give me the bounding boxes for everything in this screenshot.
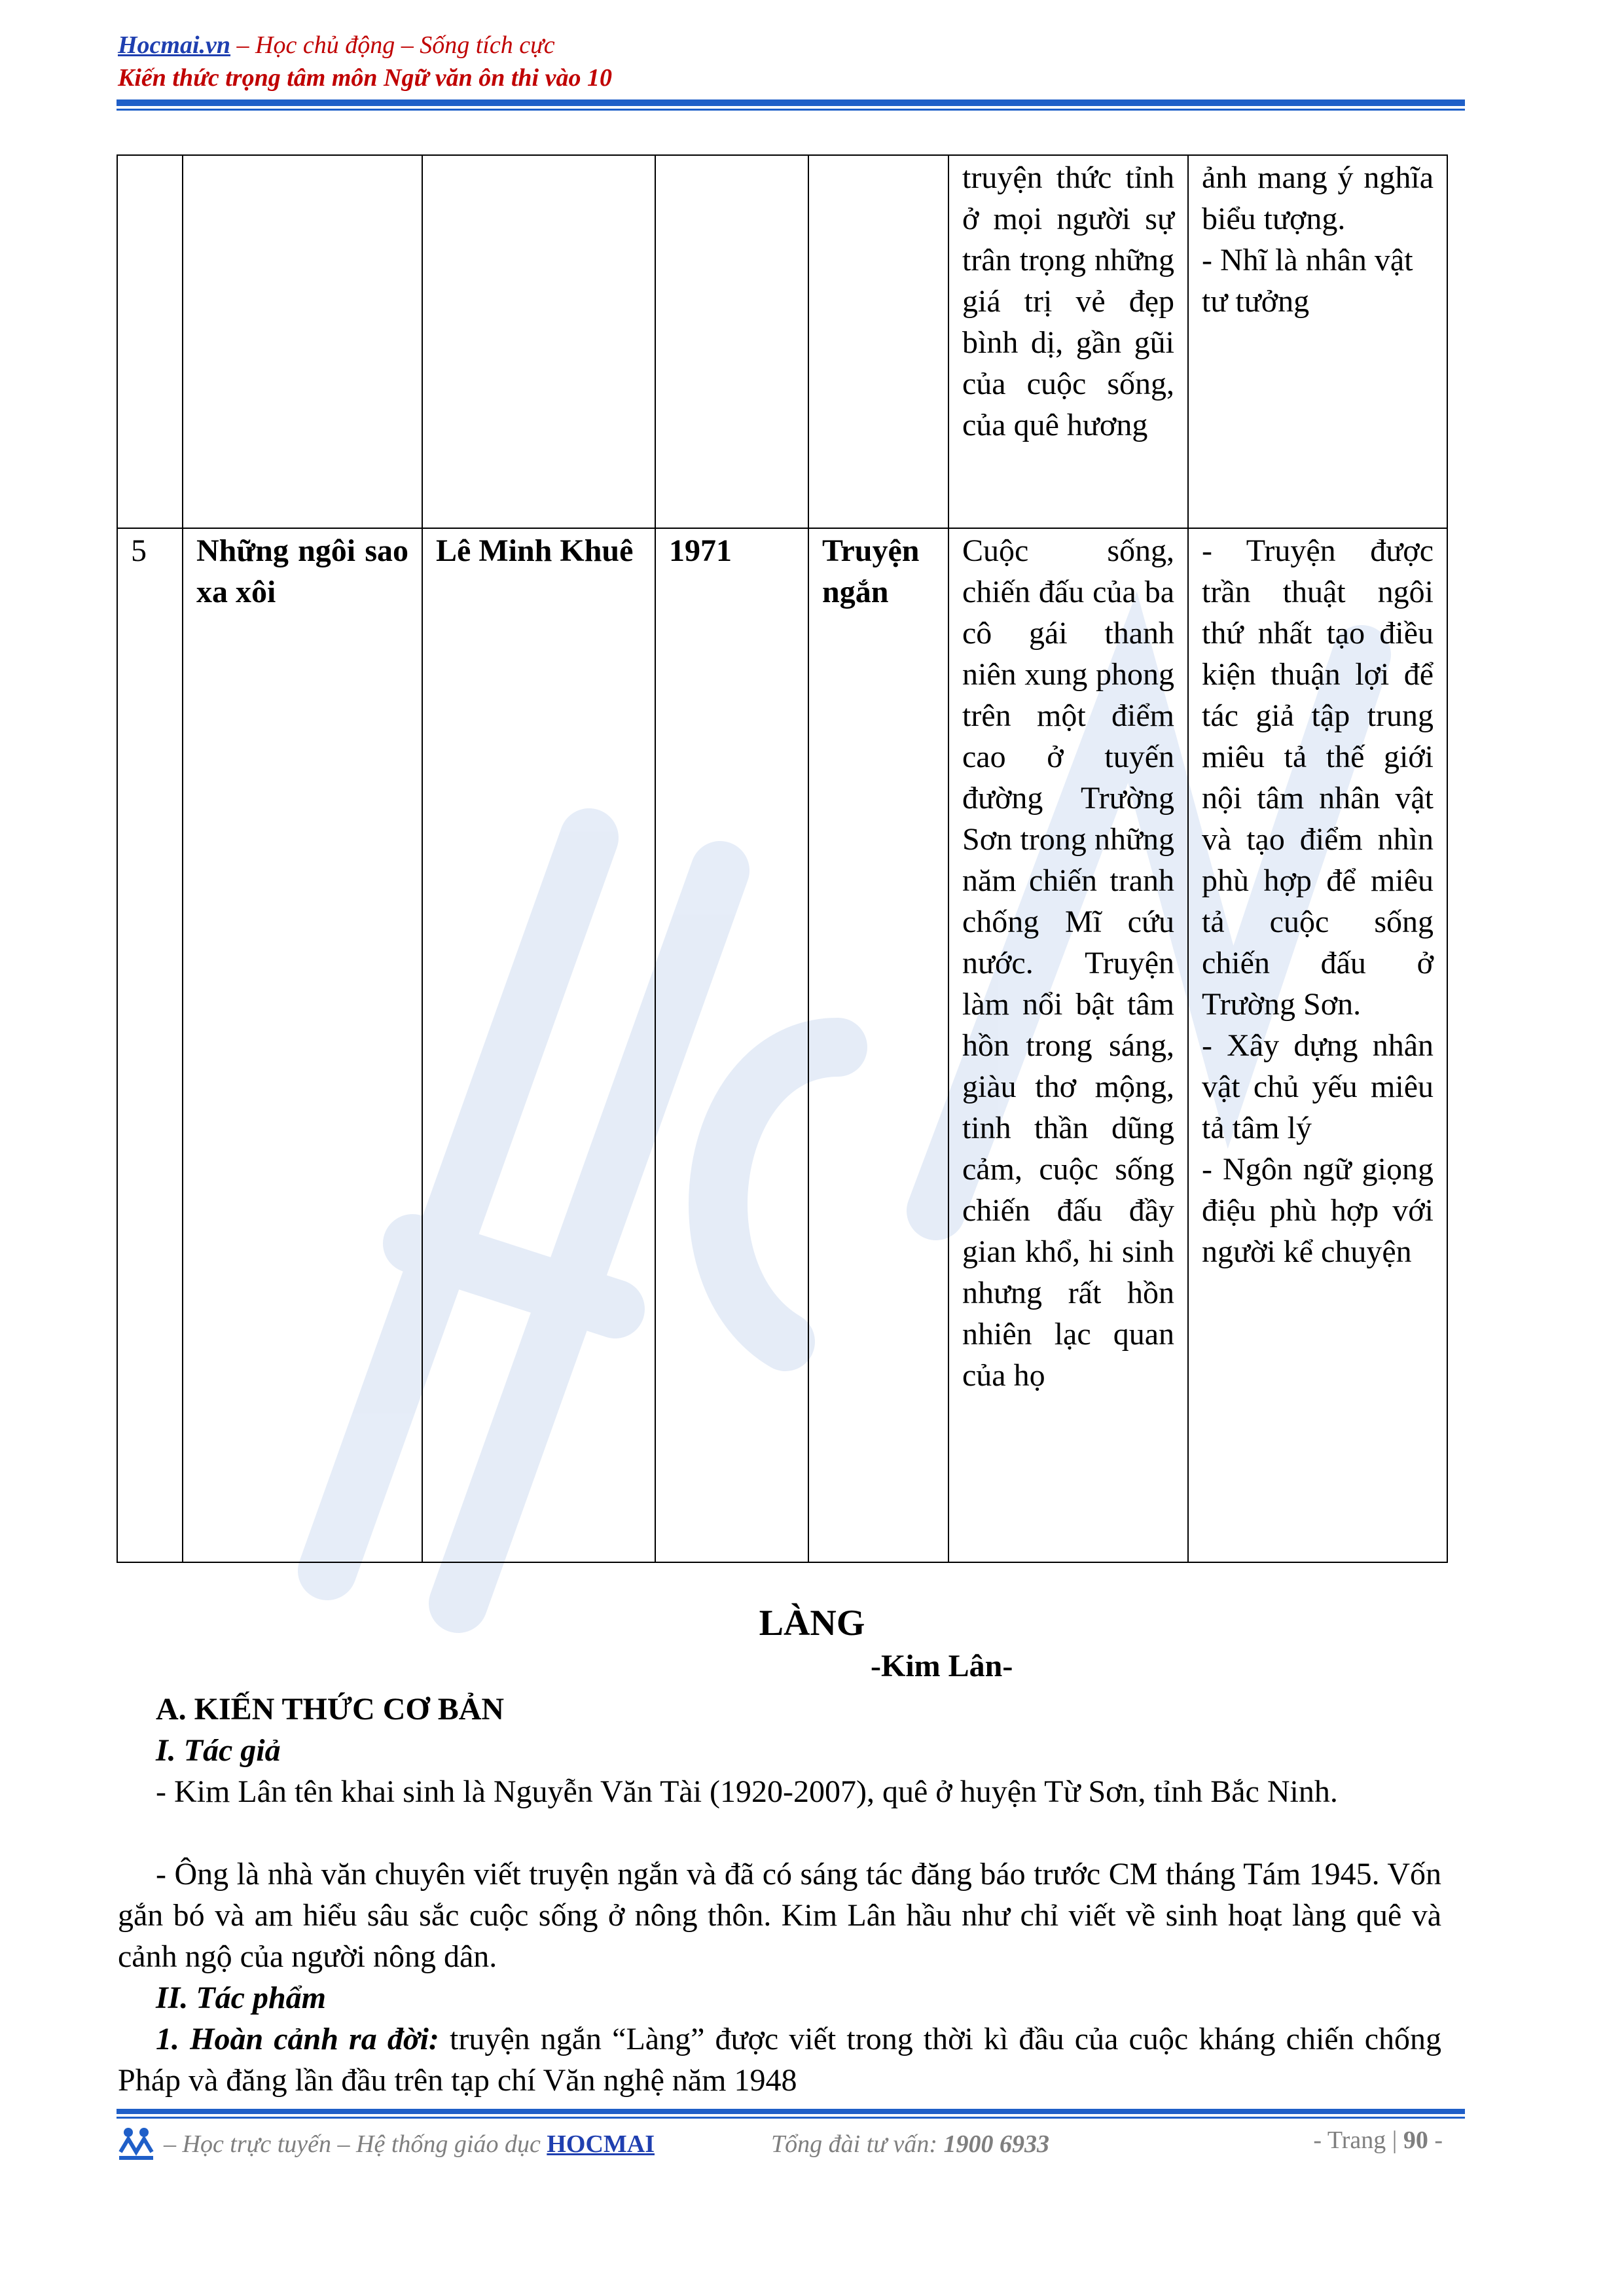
- page-header: [118, 29, 1466, 94]
- works-table: [117, 154, 1448, 1563]
- table-row: [117, 155, 1447, 528]
- part2-item1-text: truyện ngắn “Làng” được viết trong thời kì đầu của cuộc kháng chiến chống Pháp và đăng lần đầu trên tạp chí Văn nghệ năm 1948: [118, 2022, 1441, 2098]
- part1-heading: I. Tác giả: [156, 1733, 281, 1768]
- cell-year: [655, 155, 808, 528]
- part1-paragraph: - Kim Lân tên khai sinh là Nguyễn Văn Tài (1920-2007), quê ở huyện Từ Sơn, tỉnh Bắc Ninh.: [156, 1774, 1338, 1809]
- art-line: - Xây dựng nhân vật chủ yếu miêu tả tâm lý: [1202, 1028, 1434, 1145]
- footer-tagline-text: – Học trực tuyến – Hệ thống giáo dục: [164, 2130, 547, 2158]
- cell-art: [1188, 528, 1447, 1562]
- part2-heading: II. Tác phẩm: [156, 1981, 327, 2015]
- cell-work: Những ngôi sao xa xôi: [183, 528, 422, 1562]
- cell-genre: Truyện ngắn: [808, 528, 948, 1562]
- part2-item1: [118, 2018, 1441, 2101]
- table-row: [117, 528, 1447, 1562]
- footer-rule: [117, 2109, 1465, 2114]
- cell-content: truyện thức tỉnh ở mọi người sự trân trọng những giá trị vẻ đẹp bình dị, gần gũi của cuộc sống, của quê hương: [948, 155, 1188, 528]
- section-a-heading: A. KIẾN THỨC CƠ BẢN: [156, 1692, 505, 1727]
- header-subtitle: Kiến thức trọng tâm môn Ngữ văn ôn thi vào 10: [118, 64, 612, 92]
- header-rule-thin: [117, 109, 1465, 111]
- hocmai-logo-icon: [117, 2126, 156, 2162]
- cell-genre: [808, 155, 948, 528]
- cell-no: [117, 155, 183, 528]
- header-slogan: – Học chủ động – Sống tích cực: [230, 31, 555, 59]
- site-link[interactable]: Hocmai.vn: [118, 31, 231, 59]
- hotline-number: 1900 6933: [943, 2130, 1049, 2158]
- cell-no: 5: [117, 528, 183, 1562]
- footer-tagline: [164, 2130, 655, 2159]
- header-line1: [118, 29, 1466, 62]
- art-line: - Truyện được trần thuật ngôi thứ nhất tạo điều kiện thuận lợi để tác giả tập trung miêu tả thế giới nội tâm nhân vật và tạo điểm nhìn phù hợp để miêu tả cuộc sống chiến đấu ở Trường Sơn.: [1202, 533, 1434, 1022]
- lesson-author: -Kim Lân-: [871, 1649, 1013, 1683]
- cell-art: [1188, 155, 1447, 528]
- page-suffix: -: [1428, 2126, 1443, 2154]
- lesson-title: LÀNG: [759, 1603, 865, 1643]
- page-number-value: 90: [1403, 2126, 1428, 2154]
- part2-item1-label: 1. Hoàn cảnh ra đời:: [156, 2022, 439, 2056]
- footer-rule-thin: [117, 2117, 1465, 2119]
- hotline-label: Tổng đài tư vấn:: [771, 2130, 944, 2158]
- cell-content: Cuộc sống, chiến đấu của ba cô gái thanh niên xung phong trên một điểm cao ở tuyến đường Trường Sơn trong những năm chiến tranh chống Mĩ cứu nước. Truyện làm nổi bật tâm hồn trong sáng, giàu thơ mộng, tinh thần dũng cảm, cuộc sống chiến đấu đầy gian khổ, hi sinh nhưng rất hồn nhiên lạc quan của họ: [948, 528, 1188, 1562]
- page-label: - Trang |: [1313, 2126, 1403, 2154]
- cell-year: 1971: [655, 528, 808, 1562]
- part1-paragraph: - Ông là nhà văn chuyên viết truyện ngắn và đã có sáng tác đăng báo trước CM tháng Tám 1945. Vốn gắn bó và am hiểu sâu sắc cuộc sống ở nông thôn. Kim Lân hầu như chỉ viết về sinh hoạt làng quê và cảnh ngộ của người nông dân.: [118, 1857, 1441, 1974]
- art-line: ảnh mang ý nghĩa biểu tượng.: [1202, 160, 1434, 236]
- cell-work: [183, 155, 422, 528]
- art-line: - Nhĩ là nhân vật tư tưởng: [1202, 243, 1413, 319]
- cell-author: [422, 155, 655, 528]
- cell-author: Lê Minh Khuê: [422, 528, 655, 1562]
- header-rule: [117, 99, 1465, 106]
- page-footer: [117, 2126, 1465, 2165]
- footer-brand-link[interactable]: HOCMAI: [547, 2130, 655, 2158]
- art-line: - Ngôn ngữ giọng điệu phù hợp với người kể chuyện: [1202, 1152, 1434, 1269]
- footer-hotline: [771, 2130, 1049, 2159]
- page-number: [1313, 2126, 1443, 2155]
